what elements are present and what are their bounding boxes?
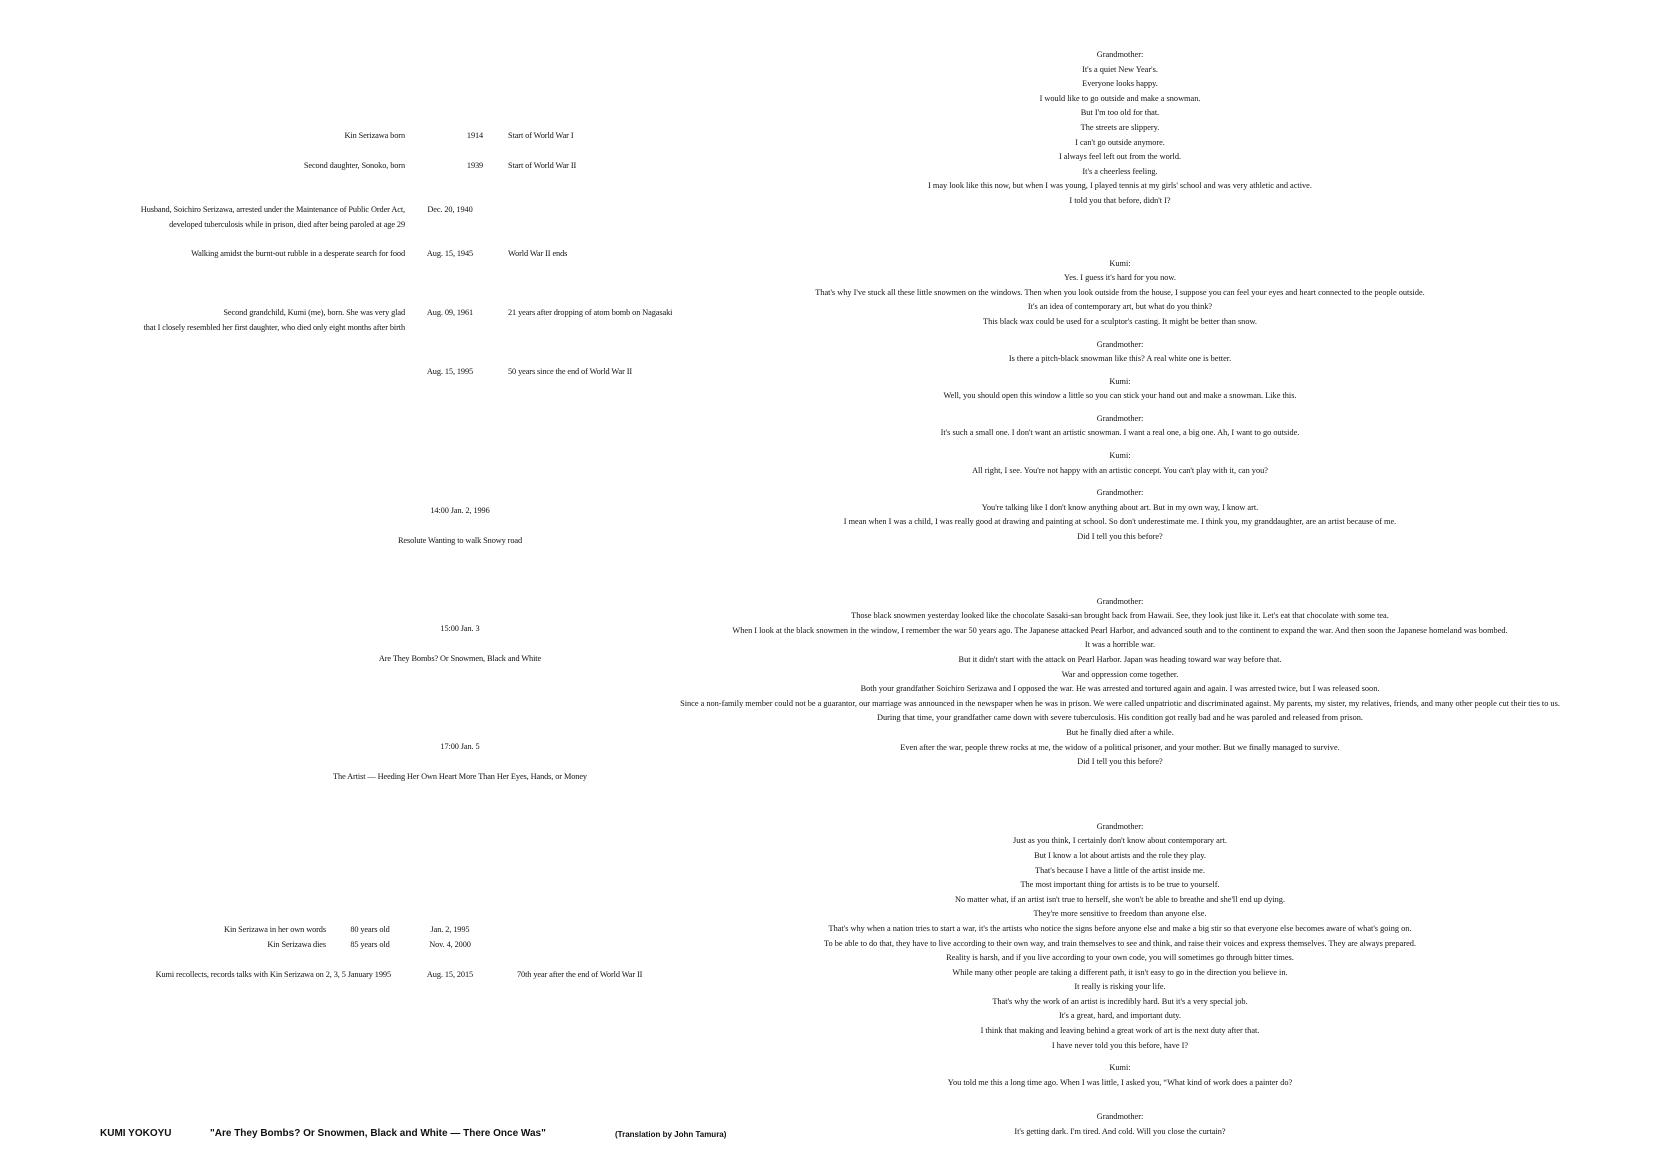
dialogue-line: I can't go outside anymore. (1075, 137, 1165, 147)
dialogue-line: No matter what, if an artist isn't true to herself, she won't be able to breathe and she'll end up dying. (954, 894, 1286, 904)
credit-date: Nov. 4, 2000 (429, 940, 471, 949)
timeline-note: 50 years since the end of World War II (508, 367, 633, 376)
dialogue-line: It's getting dark. I'm tired. And cold. Will you close the curtain? (1014, 1127, 1226, 1137)
dialogue-line: I told you that before, didn't I? (1069, 195, 1171, 205)
dialogue-line: That's why I've stuck all these little snowmen on the windows. Then when you look outside from the house, I suppose you can feel your eyes and heart connected to the people outside. (815, 287, 1425, 297)
dialogue-line: But I know a lot about artists and the role they play. (1034, 850, 1206, 860)
credit-label: Kin Serizawa dies (267, 940, 326, 949)
speaker-label: Grandmother: (1096, 50, 1144, 59)
speaker-label: Kumi: (1109, 376, 1131, 386)
dialogue-gap (600, 1053, 1640, 1061)
speaker-label: Grandmother: (1096, 821, 1144, 831)
dialogue-gap (600, 367, 1640, 375)
dialogue-line: I always feel left out from the world. (1058, 152, 1182, 162)
timeline-date: Aug. 15, 1945 (426, 249, 474, 258)
dialogue-block (600, 375, 1640, 404)
dialogue-line: I mean when I was a child, I was really good at drawing and painting at school. So don't underestimate me. I think you, my granddaughter, are an artist because of me. (843, 517, 1397, 527)
dialogue-gap (600, 770, 1640, 820)
timeline-event: Second daughter, Sonoko, born (303, 161, 405, 170)
dialogue-gap (600, 1090, 1640, 1110)
scene-time: 15:00 Jan. 3 (440, 624, 480, 633)
timeline-note: World War II ends (508, 249, 568, 258)
scene-title: The Artist — Heeding Her Own Heart More Than Her Eyes, Hands, or Money (333, 772, 587, 781)
dialogue-line: Everyone looks happy. (1082, 79, 1158, 89)
dialogue-line: Did I tell you this before? (1077, 757, 1163, 767)
dialogue-line: That's why the work of an artist is incredibly hard. But it's a very special job. (992, 996, 1248, 1006)
timeline-event: Husband, Soichiro Serizawa, arrested under the Maintenance of Public Order Act, (140, 205, 405, 214)
speaker-label: Grandmother: (1096, 488, 1144, 498)
speaker-label: Kumi: (1109, 451, 1131, 461)
dialogue-gap (600, 404, 1640, 412)
dialogue-line: It's an idea of contemporary art, but what do you think? (1027, 302, 1213, 312)
dialogue-gap (600, 545, 1640, 595)
dialogue-line: I would like to go outside and make a snowman. (1039, 93, 1201, 103)
timeline-date: Dec. 20, 1940 (427, 205, 473, 214)
timeline-date: 1914 (466, 131, 484, 140)
dialogue-block (600, 595, 1640, 770)
dialogue-block (600, 486, 1640, 544)
credit-age: 80 years old (350, 925, 390, 934)
timeline-date: 1939 (466, 161, 484, 170)
dialogue-line: During that time, your grandfather came down with severe tuberculosis. His condition got really bad and he was paroled and released from prison. (877, 713, 1363, 723)
dialogue-block (600, 820, 1640, 1054)
speaker-label: Grandmother: (1096, 596, 1144, 606)
dialogue-line: Did I tell you this before? (1077, 532, 1163, 542)
dialogue-line: Both your grandfather Soichiro Serizawa and I opposed the war. He was arrested and tortured again and again. I was arrested twice, but I was released soon. (860, 684, 1380, 694)
dialogue-line: Since a non-family member could not be a guarantor, our marriage was announced in the newspaper when he was in prison. We were called unpatriotic and discriminated against. My parents, my sister, my relatives, friends, and many other people cut their ties to us. (680, 698, 1560, 708)
timeline-note: Start of World War I (508, 131, 574, 140)
timeline-event: Second grandchild, Kumi (me), born. She was very glad (223, 308, 405, 317)
scene-title: Resolute Wanting to walk Snowy road (397, 536, 523, 545)
dialogue-line: While many other people are taking a different path, it isn't easy to go in the direction you believe in. (952, 967, 1288, 977)
credit-date: Jan. 2, 1995 (430, 925, 470, 934)
speaker-label: Kumi: (1109, 1063, 1131, 1073)
timeline-date: Aug. 09, 1961 (426, 308, 474, 317)
speaker-label: Kumi: (1109, 258, 1131, 268)
timeline-event: Kin Serizawa born (344, 131, 405, 140)
dialogue-line: When I look at the black snowmen in the window, I remember the war 50 years ago. The Japanese attacked Pearl Harbor, and advanced south and to the continent to expand the war. And then soon the Japanese homeland was bombed. (732, 625, 1508, 635)
timeline-note: Start of World War II (508, 161, 577, 170)
speaker-label: Grandmother: (1096, 1112, 1144, 1122)
dialogue-line: It was a horrible war. (1084, 640, 1156, 650)
timeline-date: Aug. 15, 1995 (426, 367, 474, 376)
dialogue-line: I have never told you this before, have I? (1051, 1040, 1189, 1050)
credit-label: Kin Serizawa in her own words (224, 925, 326, 934)
credit-date: Aug. 15, 2015 (426, 970, 474, 979)
dialogue-line: The streets are slippery. (1080, 122, 1160, 132)
dialogue-line: Is there a pitch-black snowman like this? A real white one is better. (1008, 354, 1232, 364)
dialogue-line: It's a quiet New Year's. (1082, 64, 1158, 74)
dialogue-line: That's because I have a little of the artist inside me. (1035, 865, 1205, 875)
dialogue-gap (600, 209, 1640, 257)
dialogue-line: Just as you think, I certainly don't know about contemporary art. (1013, 836, 1227, 846)
dialogue-line: I think that making and leaving behind a great work of art is the next duty after that. (980, 1026, 1260, 1036)
dialogue-line: The most important thing for artists is to be true to yourself. (1020, 880, 1220, 890)
translation-credit: (Translation by John Tamura) (615, 1130, 727, 1139)
dialogue-block (600, 1110, 1640, 1139)
dialogue-line: You're talking like I don't know anything about art. But in my own way, I know art. (981, 502, 1259, 512)
speaker-label: Grandmother: (1096, 413, 1144, 423)
timeline-event: Walking amidst the burnt-out rubble in a desperate search for food (191, 249, 405, 258)
dialogue-line: It's such a small one. I don't want an artistic snowman. I want a real one, a big one. Ah, I want to go outside. (940, 428, 1300, 438)
dialogue-line: But I'm too old for that. (1080, 108, 1160, 118)
dialogue-line: To be able to do that, they have to live according to their own way, and train themselves to see and think, and raise their voices and express themselves. They are always prepared. (824, 938, 1416, 948)
dialogue-gap (600, 330, 1640, 338)
scene-time: 17:00 Jan. 5 (440, 742, 480, 751)
dialogue-line: It's a cheerless feeling. (1082, 166, 1158, 176)
artist-name: KUMI YOKOYU (100, 1128, 172, 1139)
dialogue-block (600, 338, 1640, 367)
timeline-note: 21 years after dropping of atom bomb on Nagasaki (508, 308, 673, 317)
scene-title: Are They Bombs? Or Snowmen, Black and White (378, 654, 542, 663)
timeline-event-cont: that I closely resembled her first daughter, who died only eight months after birth (143, 323, 405, 332)
credit-label: Kumi recollects, records talks with Kin Serizawa on 2, 3, 5 January 1995 (155, 970, 391, 979)
dialogue-block (600, 412, 1640, 441)
dialogue-column (600, 48, 1640, 1140)
dialogue-gap (600, 478, 1640, 486)
timeline-event-cont: developed tuberculosis while in prison, died after being paroled at age 29 (169, 220, 405, 229)
credit-age: 85 years old (350, 940, 390, 949)
dialogue-line: They're more sensitive to freedom than anyone else. (1033, 909, 1207, 919)
dialogue-line: War and oppression come together. (1061, 669, 1179, 679)
dialogue-block (600, 1061, 1640, 1090)
speaker-label: Grandmother: (1096, 339, 1144, 349)
scene-time: 14:00 Jan. 2, 1996 (430, 506, 490, 515)
dialogue-line: It's a great, hard, and important duty. (1059, 1011, 1181, 1021)
dialogue-line: That's why when a nation tries to start a war, it's the artists who notice the signs before anyone else and make a big stir so that everyone else becomes aware of what's going on. (828, 923, 1412, 933)
dialogue-line: This black wax could be used for a sculptor's casting. It might be better than snow. (983, 316, 1257, 326)
dialogue-block (600, 449, 1640, 478)
dialogue-line: I may look like this now, but when I was young, I played tennis at my girls' school and was very athletic and active. (928, 181, 1312, 191)
dialogue-line: But he finally died after a while. (1066, 727, 1174, 737)
dialogue-gap (600, 441, 1640, 449)
dialogue-line: Yes. I guess it's hard for you now. (1064, 273, 1176, 283)
dialogue-block (600, 48, 1640, 209)
dialogue-line: All right, I see. You're not happy with an artistic concept. You can't play with it, can you? (972, 465, 1268, 475)
dialogue-line: You told me this a long time ago. When I was little, I asked you, “What kind of work does a painter do? (947, 1077, 1293, 1087)
dialogue-line: Reality is harsh, and if you live according to your own code, you will sometimes go through bitter times. (946, 953, 1294, 963)
dialogue-line: It really is risking your life. (1074, 982, 1166, 992)
dialogue-line: Well, you should open this window a little so you can stick your hand out and make a snowman. Like this. (943, 391, 1297, 401)
credit-note: 70th year after the end of World War II (517, 970, 643, 979)
work-title: "Are They Bombs? Or Snowmen, Black and White — There Once Was" (210, 1128, 546, 1139)
dialogue-block (600, 257, 1640, 330)
dialogue-line: Those black snowmen yesterday looked like the chocolate Sasaki-san brought back from Hawaii. See, they look just like it. Let's eat that chocolate with some tea. (851, 611, 1389, 621)
dialogue-line: But it didn't start with the attack on Pearl Harbor. Japan was heading toward war way before that. (958, 655, 1282, 664)
dialogue-line: Even after the war, people threw rocks at me, the widow of a political prisoner, and your mother. But we finally managed to survive. (900, 742, 1340, 752)
